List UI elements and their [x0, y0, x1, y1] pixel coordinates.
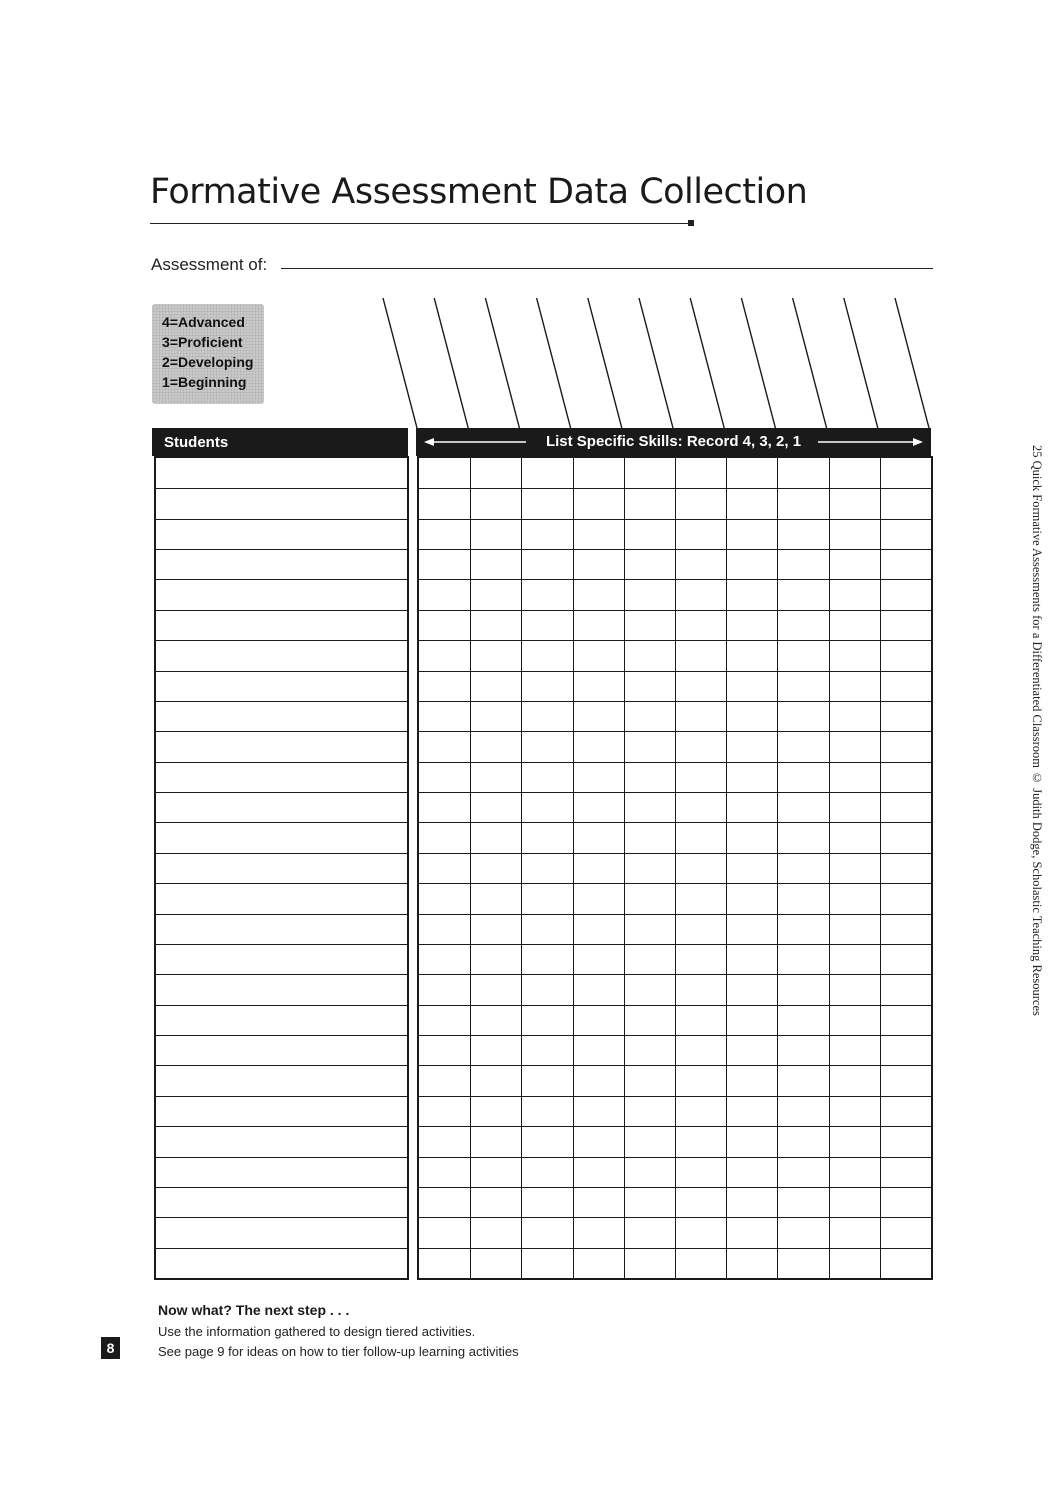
student-row-line [156, 1065, 407, 1066]
assessment-of-label: Assessment of: [151, 255, 268, 274]
skill-slant-line [537, 298, 571, 428]
student-row-line [156, 1217, 407, 1218]
skill-slant-line [895, 298, 929, 428]
skill-column-line [880, 458, 881, 1278]
student-row-line [156, 1005, 407, 1006]
student-row-line [156, 974, 407, 975]
skill-slant-line [793, 298, 827, 428]
student-row-line [156, 701, 407, 702]
skill-column-line [777, 458, 778, 1278]
legend-advanced: 4=Advanced [162, 314, 245, 330]
skill-column-line [829, 458, 830, 1278]
skill-scores-grid [417, 456, 933, 1280]
skill-slant-line [639, 298, 673, 428]
skills-header [416, 428, 931, 456]
student-row-line [156, 1187, 407, 1188]
page-number: 8 [101, 1337, 120, 1359]
skill-column-line [726, 458, 727, 1278]
page-title: Formative Assessment Data Collection [150, 172, 808, 212]
student-row-line [156, 914, 407, 915]
student-row-line [156, 549, 407, 550]
student-row-line [156, 610, 407, 611]
student-row-line [156, 853, 407, 854]
skills-header-label: List Specific Skills: Record 4, 3, 2, 1 [545, 433, 802, 450]
student-row-line [156, 1126, 407, 1127]
student-row-line [156, 640, 407, 641]
student-row-line [156, 1248, 407, 1249]
student-row-line [156, 1035, 407, 1036]
skill-slant-line [485, 298, 519, 428]
legend-beginning: 1=Beginning [162, 374, 247, 390]
skill-column-line [624, 458, 625, 1278]
student-row-line [156, 519, 407, 520]
student-row-line [156, 1157, 407, 1158]
skill-slant-line [690, 298, 724, 428]
skill-name-slants [0, 0, 1059, 460]
students-header [152, 428, 408, 456]
student-row-line [156, 822, 407, 823]
legend-developing: 2=Developing [162, 354, 254, 370]
next-step-line-2: See page 9 for ideas on how to tier follow-up learning activities [158, 1344, 519, 1359]
student-row-line [156, 671, 407, 672]
skill-column-line [470, 458, 471, 1278]
student-row-line [156, 792, 407, 793]
student-names-column [154, 456, 409, 1280]
skill-slant-line [434, 298, 468, 428]
students-header-label: Students [164, 434, 229, 451]
student-row-line [156, 488, 407, 489]
student-row-line [156, 883, 407, 884]
student-row-line [156, 944, 407, 945]
next-step-line-1: Use the information gathered to design tiered activities. [158, 1324, 476, 1339]
skill-slant-line [383, 298, 417, 428]
side-credit: 25 Quick Formative Assessments for a Differentiated Classroom © Judith Dodge, Scholastic Teaching Resources [1030, 445, 1044, 1016]
next-step-heading: Now what? The next step . . . [158, 1302, 350, 1318]
student-row-line [156, 762, 407, 763]
skill-slant-line [588, 298, 622, 428]
skill-column-line [675, 458, 676, 1278]
skill-column-line [521, 458, 522, 1278]
skill-slant-line [844, 298, 878, 428]
legend-proficient: 3=Proficient [162, 334, 243, 350]
student-row-line [156, 579, 407, 580]
skill-column-line [573, 458, 574, 1278]
student-row-line [156, 731, 407, 732]
skill-slant-line [741, 298, 775, 428]
student-row-line [156, 1096, 407, 1097]
